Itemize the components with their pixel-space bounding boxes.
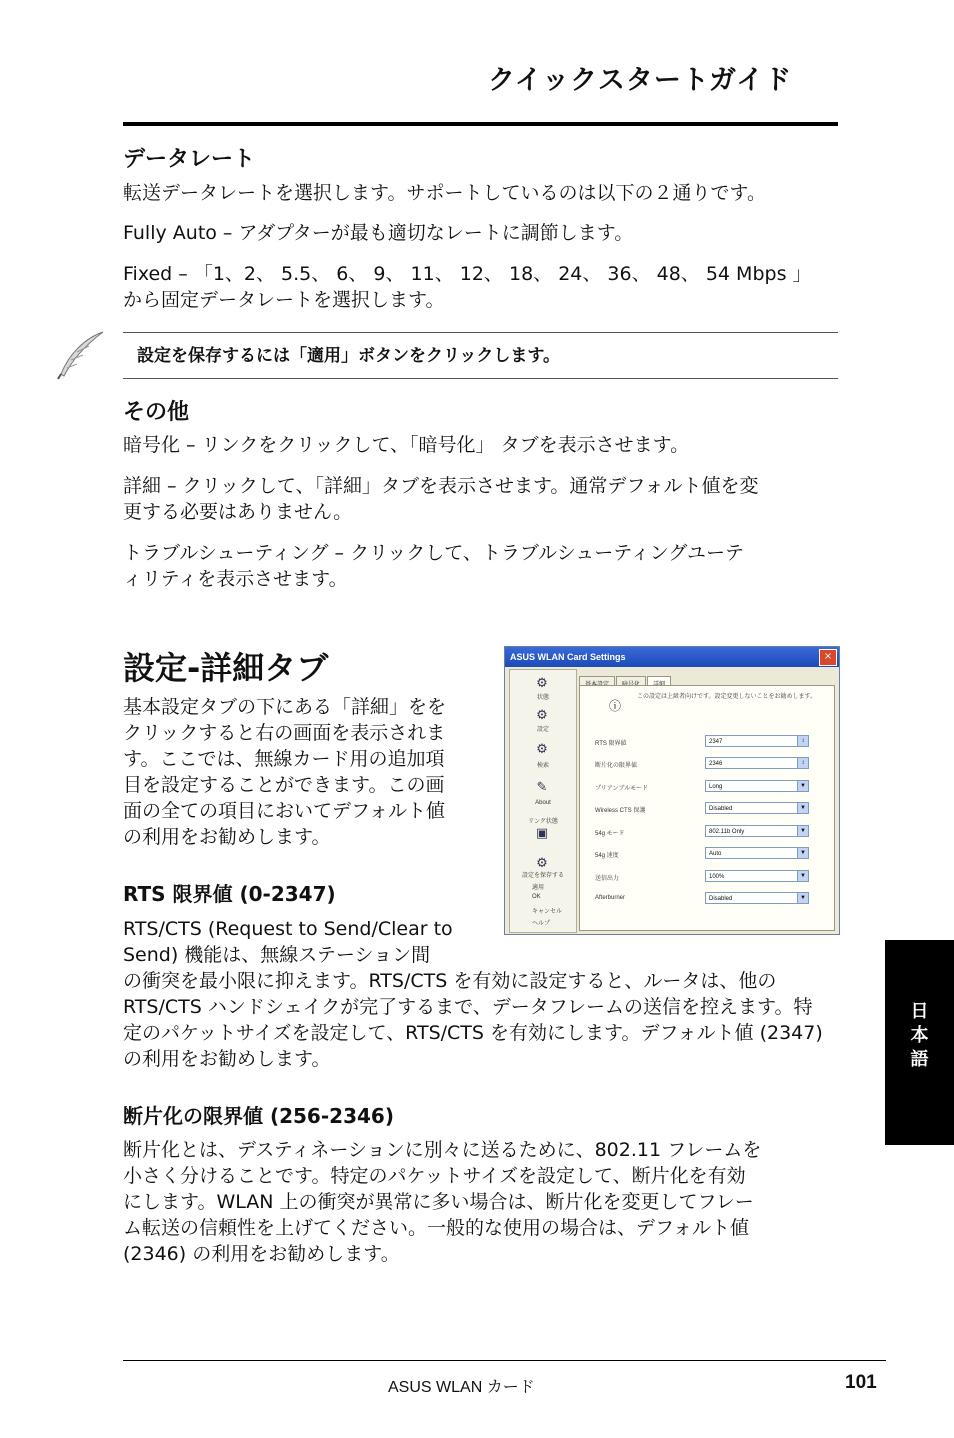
sidebar-label: 設定 [536,727,549,733]
heading-other: その他 [123,400,190,425]
field-label: 54g モード [595,831,625,837]
survey-icon[interactable]: ⚙ [536,742,548,757]
frag-line: 断片化とは、デスティネーションに別々に送るために、802.11 フレームを [123,1139,762,1161]
cancel-button[interactable]: キャンセル [532,909,563,915]
preamble-select[interactable] [705,780,809,792]
frag-line: ム転送の信頼性を上げてください。一般的な使用の場合は、デフォルト値 [123,1217,750,1239]
sidebar-label: リンク状態 [528,819,558,825]
apply-button[interactable]: 適用 [532,885,545,891]
other-p1: 暗号化 – リンクをクリックして、「暗号化」 タブを表示させます。 [123,434,690,456]
field-value: 100% [709,874,725,880]
field-label: RTS 限界値 [595,741,627,747]
save-settings-icon[interactable]: ⚙ [536,856,548,871]
rate-54g-select[interactable] [705,847,809,859]
mode-54g-select[interactable] [705,825,809,837]
dialog-title: ASUS WLAN Card Settings [505,647,839,667]
intro-line: す。ここでは、無線カード用の追加項 [123,748,445,770]
other-p3-line2: ィリティを表示させます。 [123,568,348,590]
other-p3-line1: トラブルシューティング – クリックして、トラブルシューティングユーテ [123,542,745,564]
page-header-title: クイックスタートガイド [488,65,793,96]
intro-line: の利用をお勧めします。 [123,826,331,848]
link-status-icon: ▣ [535,826,549,841]
data-rate-p3-line1: Fixed – 「1、2、 5.5、 6、 9、 11、 12、 18、 24、 36、 48、 54 Mbps 」 [123,263,812,285]
language-side-tab-text [885,1000,954,1072]
heading-rts: RTS 限界値 (0-2347) [123,882,336,906]
sidebar-label: About [535,800,551,806]
settings-dialog-screenshot [504,646,840,935]
field-value: Disabled [709,806,733,812]
fragmentation-threshold-input[interactable] [705,757,809,769]
chevron-down-icon[interactable]: ▼ [797,803,808,813]
config-icon[interactable]: ⚙ [536,708,548,723]
field-label: 断片化の限界値 [595,763,638,769]
rts-line: の衝突を最小限に抑えます。RTS/CTS を有効に設定すると、ルータは、他の [123,970,777,992]
field-label: 送信出力 [595,876,620,882]
info-icon: ⓘ [609,699,622,713]
frag-line: (2346) の利用をお勧めします。 [123,1243,400,1265]
afterburner-select[interactable] [705,892,809,904]
field-value: 802.11b Only [709,829,745,835]
sidebar-label: 状態 [536,695,549,701]
chevron-down-icon[interactable]: ▼ [797,848,808,858]
chevron-down-icon[interactable]: ▼ [797,893,808,903]
dialog-sidebar [509,669,577,933]
rts-line: RTS/CTS ハンドシェイクが完了するまで、データフレームの送信を控えます。特 [123,996,813,1018]
rts-line: Send) 機能は、無線ステーション間 [123,944,431,966]
data-rate-p2: Fully Auto – アダプターが最も適切なレートに調節します。 [123,222,634,244]
other-p2-line1: 詳細 – クリックして、「詳細」タブを表示させます。通常デフォルト値を変 [123,475,759,497]
frag-line: にします。WLAN 上の衝突が異常に多い場合は、断片化を変更してフレー [123,1191,754,1213]
other-p2-line2: 更する必要はありません。 [123,501,353,523]
language-side-tab [885,940,954,1145]
cts-protection-select[interactable] [705,802,809,814]
intro-line: 面の全ての項目においてデフォルト値 [123,800,446,822]
field-label: 54g 速度 [595,853,619,859]
field-value: Disabled [709,896,733,902]
chevron-down-icon[interactable]: ▼ [797,826,808,836]
frag-line: 小さく分けることです。特定のパケットサイズを設定して、断片化を有効 [123,1165,746,1187]
heading-fragmentation: 断片化の限界値 (256-2346) [123,1104,394,1128]
rts-line: RTS/CTS (Request to Send/Clear to [123,918,453,940]
spinner-icon[interactable]: ↕ [797,758,808,768]
rts-line: の利用をお勧めします。 [123,1048,331,1070]
frag-body [123,1137,838,1267]
field-label: Afterburner [595,895,626,901]
field-label: プリアンブルモード [595,786,649,792]
page-number: 101 [845,1372,877,1393]
sidebar-label: 検索 [536,763,549,769]
intro-line: クリックすると右の画面を表示されま [123,722,446,744]
about-icon[interactable]: ✎ [536,780,548,795]
ok-button[interactable]: OK [532,894,541,900]
close-icon[interactable]: × [819,649,837,666]
field-value: Auto [709,851,722,857]
field-value: Long [709,784,723,790]
rts-line: 定のパケットサイズを設定して、RTS/CTS を有効にします。デフォルト値 (2347) [123,1022,823,1044]
sidebar-label: 設定を保存する [521,873,564,879]
data-rate-p3-line2: から固定データレートを選択します。 [123,289,445,311]
section-title-advanced: 設定-詳細タブ [123,649,329,687]
advanced-intro [123,694,488,850]
rts-threshold-input[interactable] [705,735,809,747]
field-label: Wireless CTS 保護 [595,808,646,814]
side-tab-char: 本 [910,1025,929,1046]
dialog-description: この設定は上級者向けです。設定変更しないことをお勧めします。 [637,694,817,700]
data-rate-p1: 転送データレートを選択します。サポートしているのは以下の２通りです。 [123,182,766,204]
side-tab-char: 語 [910,1049,929,1070]
header-rule [123,122,838,126]
dialog-tabs [579,671,672,685]
rts-body [123,916,838,1072]
status-icon[interactable]: ⚙ [536,676,548,691]
note-text: 設定を保存するには「適用」ボタンをクリックします。 [137,346,560,366]
heading-data-rate: データレート [123,147,256,172]
chevron-down-icon[interactable]: ▼ [797,871,808,881]
side-tab-char: 日 [910,1001,929,1022]
footer-rule [123,1360,886,1361]
help-button[interactable]: ヘルプ [532,921,551,927]
quill-icon [55,330,107,380]
footer-text: ASUS WLAN カード [388,1379,535,1396]
field-value: 2347 [709,739,723,745]
tx-power-select[interactable] [705,870,809,882]
intro-line: 基本設定タブの下にある「詳細」をを [123,696,447,718]
intro-line: 目を設定することができます。この画 [123,774,445,796]
chevron-down-icon[interactable]: ▼ [797,781,808,791]
field-value: 2346 [709,761,723,767]
spinner-icon[interactable]: ↕ [797,736,808,746]
